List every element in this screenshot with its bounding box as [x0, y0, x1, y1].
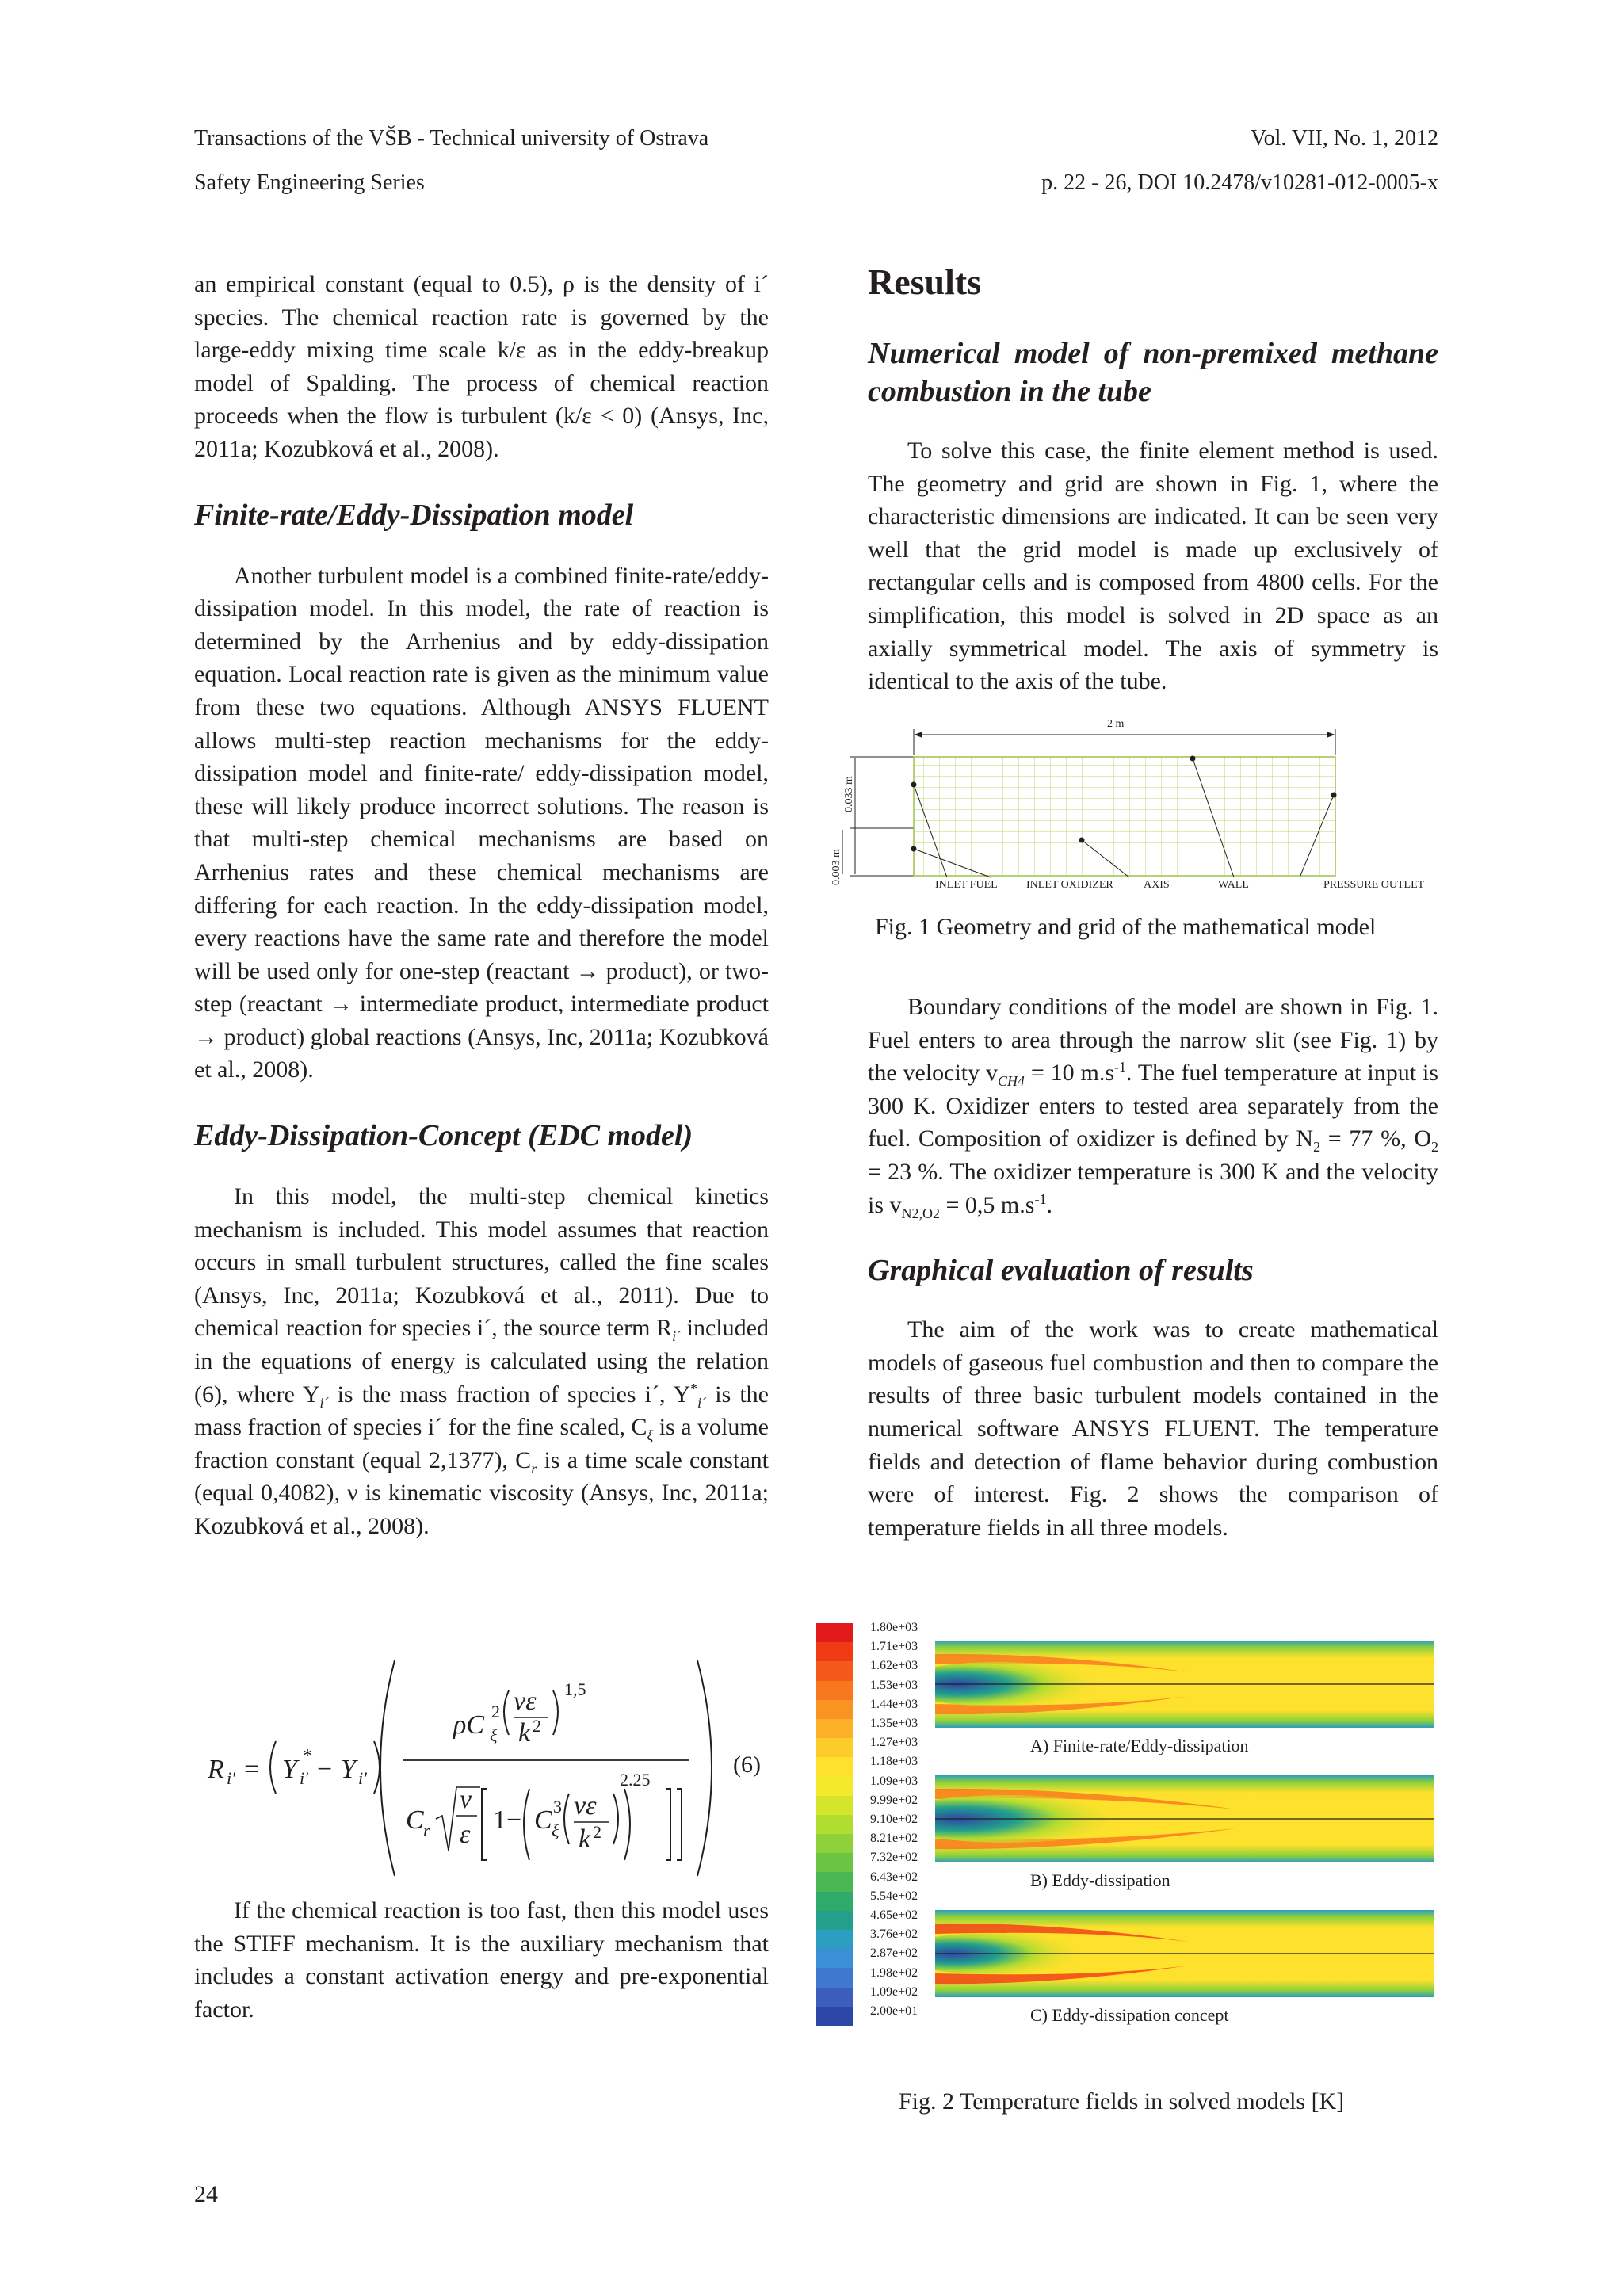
- heading-results: Results: [868, 262, 982, 302]
- colorbar-swatch: [816, 1777, 853, 1797]
- svg-text:=: =: [244, 1755, 260, 1784]
- equation-number: (6): [733, 1752, 761, 1778]
- colorbar-swatch: [816, 1815, 853, 1835]
- fig2-panel-c-label: C) Eddy-dissipation concept: [1030, 2005, 1229, 2025]
- colorbar-swatch: [816, 1911, 853, 1931]
- fig1-label-axis: AXIS: [1144, 879, 1170, 891]
- fig1-dim-slit: 0.003 m: [831, 849, 842, 885]
- svg-text:2: 2: [533, 1716, 541, 1736]
- heading-finite-rate: Finite-rate/Eddy-Dissipation model: [194, 498, 634, 532]
- colorbar-swatch: [816, 2007, 853, 2027]
- colorbar-label: 1.80e+03: [870, 1621, 918, 1634]
- colorbar-label: 1.35e+03: [870, 1717, 918, 1730]
- finite-rate-paragraph: Another turbulent model is a combined finite-rate/eddy-dissipation model. In this model, the rate of reaction is determined by the Arrhenius and by eddy-dissipation equation. Local reaction rate is given as the minimum value from these two equations. Although ANSYS FLUENT allows multi-step reaction mechanisms for the eddy-dissipation model and finite-rate/ eddy-dissipation model, these will likely produce incorrect solutions. The reason is that multi-step chemical mechanisms are based on Arrhenius rates and these chemical mechanisms are differing for each reaction. In the eddy-dissipation model, every reactions have the same rate and therefore the model will be used only for one-step (reactant → product), or two-step (reactant → intermediate product, intermediate product → product) global reactions (Ansys, Inc, 2011a; Kozubková et al., 2008).: [194, 562, 769, 1083]
- volume-info: Vol. VII, No. 1, 2012: [1251, 126, 1438, 151]
- fig1-label-pressure-outlet: PRESSURE OUTLET: [1323, 879, 1425, 891]
- fig1-caption: Fig. 1 Geometry and grid of the mathematical model: [875, 914, 1377, 940]
- svg-text:ε: ε: [460, 1820, 471, 1849]
- svg-text:k: k: [579, 1824, 591, 1854]
- colorbar-label: 3.76e+02: [870, 1927, 918, 1942]
- colorbar-swatch: [816, 1623, 853, 1643]
- heading-numerical-model: Numerical model of non-premixed methane combustion in the tube: [868, 337, 1438, 408]
- fig2-panel-b: [935, 1775, 1434, 1862]
- colorbar-swatch: [816, 1834, 853, 1854]
- fig2-panel-a: [935, 1641, 1434, 1728]
- right-column-bottom: [868, 991, 1438, 1544]
- colorbar-swatch: [816, 1700, 853, 1720]
- fig2-panel-c: [935, 1910, 1434, 1997]
- colorbar-swatch: [816, 1853, 853, 1873]
- svg-text:i': i': [300, 1768, 308, 1788]
- svg-text:Y: Y: [282, 1755, 297, 1784]
- svg-text:r: r: [423, 1820, 430, 1840]
- colorbar-swatch: [816, 1642, 853, 1662]
- colorbar-label: 9.99e+02: [870, 1793, 918, 1807]
- svg-text:2: 2: [491, 1702, 500, 1721]
- svg-text:ξ: ξ: [552, 1820, 559, 1840]
- doi-pages: p. 22 - 26, DOI 10.2478/v10281-012-0005-x: [1041, 170, 1438, 195]
- colorbar-label: 2.00e+01: [870, 2004, 918, 2018]
- fig2-caption: Fig. 2 Temperature fields in solved models [K]: [899, 2088, 1345, 2115]
- svg-text:Y: Y: [341, 1755, 356, 1784]
- svg-text:i': i': [227, 1768, 235, 1788]
- colorbar-swatch: [816, 1930, 853, 1950]
- left-column: [194, 268, 769, 1543]
- colorbar-label: 1.27e+03: [870, 1736, 918, 1750]
- svg-text:ρC: ρC: [453, 1710, 484, 1740]
- svg-text:2: 2: [593, 1822, 601, 1842]
- fig1-dim-length: 2 m: [1107, 718, 1125, 730]
- colorbar-label: 5.54e+02: [870, 1889, 918, 1903]
- colorbar-label: 9.10e+02: [870, 1813, 918, 1826]
- fig2-panel-a-label: A) Finite-rate/Eddy-dissipation: [1030, 1736, 1249, 1755]
- fig2-panel-b-label: B) Eddy-dissipation: [1030, 1870, 1170, 1890]
- colorbar-label: 1.18e+03: [870, 1755, 918, 1769]
- svg-text:*: *: [303, 1746, 312, 1767]
- colorbar-label: 1.71e+03: [870, 1640, 918, 1654]
- series-name: Safety Engineering Series: [194, 170, 425, 195]
- colorbar-label: 1.53e+03: [870, 1678, 918, 1692]
- colorbar-swatch: [816, 1757, 853, 1777]
- svg-text:3: 3: [553, 1797, 562, 1817]
- svg-text:νε: νε: [514, 1687, 537, 1716]
- colorbar-label: 1.62e+03: [870, 1659, 918, 1673]
- svg-text:ξ: ξ: [490, 1725, 498, 1745]
- heading-edc: Eddy-Dissipation-Concept (EDC model): [194, 1119, 693, 1153]
- fig1-label-inlet-fuel: INLET FUEL: [935, 879, 998, 891]
- colorbar-label: 1.98e+02: [870, 1966, 918, 1980]
- fig1-dim-height: 0.033 m: [843, 776, 855, 812]
- svg-text:C: C: [534, 1805, 552, 1835]
- right-column-top: [868, 260, 1438, 698]
- svg-text:i': i': [358, 1768, 367, 1788]
- equation-6: [198, 1652, 769, 1882]
- colorbar-swatch: [816, 1968, 853, 1988]
- colorbar-swatch: [816, 1738, 853, 1758]
- colorbar-label: 6.43e+02: [870, 1870, 918, 1884]
- colorbar-label: 8.21e+02: [870, 1832, 918, 1846]
- colorbar-swatch: [816, 1949, 853, 1969]
- journal-title: Transactions of the VŠB - Technical university of Ostrava: [194, 126, 709, 151]
- graphical-paragraph: The aim of the work was to create mathematical models of gaseous fuel combustion and then to compare the results of three basic turbulent models contained in the numerical software ANSYS FLUENT. The temperature fields and detection of flame behavior during combustion were of interest. Fig. 2 shows the comparison of temperature fields in all three models.: [868, 1316, 1438, 1541]
- colorbar-label: 1.09e+03: [870, 1774, 918, 1788]
- colorbar-label: 7.32e+02: [870, 1851, 918, 1865]
- stiff-paragraph-block: [194, 1894, 769, 2026]
- colorbar-label: 4.65e+02: [870, 1908, 918, 1922]
- colorbar-swatch: [816, 1719, 853, 1739]
- heading-graphical-evaluation: Graphical evaluation of results: [868, 1254, 1254, 1288]
- fig1-mesh: [914, 757, 1335, 876]
- numerical-paragraph: To solve this case, the finite element method is used. The geometry and grid are shown in Fig. 1, where the characteristic dimensions are indicated. It can be seen very well that the grid model is made up exclusively of rectangular cells and is composed from 4800 cells. For the simplification, this model is solved in 2D space as an axially symmetrical model. The axis of symmetry is identical to the axis of the tube.: [868, 437, 1438, 695]
- svg-text:νε: νε: [574, 1791, 597, 1820]
- svg-text:ν: ν: [460, 1785, 472, 1814]
- colorbar-swatch: [816, 1892, 853, 1912]
- svg-text:2.25: 2.25: [620, 1770, 651, 1790]
- edc-paragraph: In this model, the multi-step chemical kinetics mechanism is included. This model assumes that reaction occurs in small turbulent structures, called the fine scales (Ansys, Inc, 2011a; Kozubková et al., 2011). Due to chemical reaction for species i´, the source term $R_{i´}$ included in the equations of energy is calculated using the relation (6), where $Y_{i´}$ is the mass fraction of species i´, $Y^*_{i´}$ is the mass fraction of species i´ for the fine scaled, $C_\xi$ is a volume fraction constant (equal 2,1377), $C_r$ is a time scale constant (equal 0,4082), ν is kinematic viscosity (Ansys, Inc, 2011a; Kozubková et al., 2008).: [194, 1183, 769, 1539]
- colorbar-swatch: [816, 1661, 853, 1681]
- svg-text:1,5: 1,5: [564, 1679, 586, 1699]
- svg-text:1−: 1−: [493, 1805, 522, 1835]
- fig1-geometry-grid: [812, 709, 1446, 900]
- boundary-paragraph: Boundary conditions of the model are shown in Fig. 1. Fuel enters to area through the narrow slit (see Fig. 1) by the velocity $v_{CH4} = 10$ $m.s^{-1}$. The fuel temperature at input is 300 K. Oxidizer enters to tested area separately from the fuel. Composition of oxidizer is defined by $N_2 = 77$ %, $O_2 = 23$ %. The oxidizer temperature is 300 K and the velocity is $v_{N2,O2} = 0,5$ $m.s^{-1}$.: [868, 994, 1439, 1221]
- svg-text:R: R: [208, 1755, 224, 1784]
- svg-text:C: C: [406, 1805, 424, 1835]
- fig2-colorbar: [816, 1623, 853, 2026]
- colorbar-swatch: [816, 1796, 853, 1816]
- fig1-label-wall: WALL: [1218, 879, 1249, 891]
- colorbar-label: 1.44e+03: [870, 1697, 918, 1711]
- fig2-temperature-fields: [935, 1637, 1442, 2033]
- intro-paragraph: an empirical constant (equal to 0.5), ρ is the density of i´ species. The chemical reaction rate is governed by the large-eddy mixing time scale k/ε as in the eddy-breakup model of Spalding. The process of chemical reaction proceeds when the flow is turbulent (k/ε < 0) (Ansys, Inc, 2011a; Kozubková et al., 2008).: [194, 271, 769, 462]
- colorbar-label: 1.09e+02: [870, 1985, 918, 1999]
- svg-text:−: −: [317, 1755, 333, 1784]
- svg-text:k: k: [518, 1718, 531, 1748]
- stiff-paragraph: If the chemical reaction is too fast, then this model uses the STIFF mechanism. It is the auxiliary mechanism that includes a constant activation energy and pre-exponential factor.: [194, 1897, 769, 2023]
- colorbar-label: 2.87e+02: [870, 1946, 918, 1961]
- colorbar-swatch: [816, 1681, 853, 1701]
- colorbar-swatch: [816, 1988, 853, 2008]
- fig1-label-inlet-oxidizer: INLET OXIDIZER: [1026, 879, 1113, 891]
- colorbar-swatch: [816, 1872, 853, 1892]
- page-number: 24: [194, 2181, 218, 2207]
